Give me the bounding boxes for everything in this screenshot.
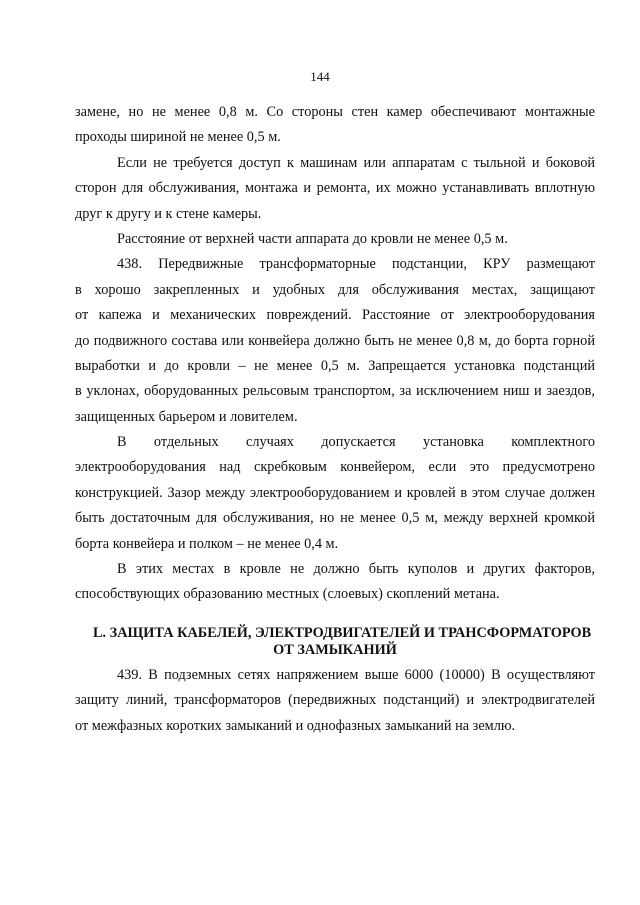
text-line: защищенных барьером и ловителем. xyxy=(75,408,298,425)
text-line: до подвижного состава или конвейера должно быть не менее 0,8 м, до борта горной xyxy=(75,332,595,349)
text-line: проходы шириной не менее 0,5 м. xyxy=(75,129,281,146)
text-line: быть достаточным для обслуживания, но не менее 0,5 м, между верхней кромкой xyxy=(75,510,595,527)
text-line: в хорошо закрепленных и удобных для обслуживания местах, защищают xyxy=(75,281,595,298)
text-line: в уклонах, оборудованных рельсовым транспортом, за исключением ниш и заездов, xyxy=(75,383,595,400)
section-heading xyxy=(75,625,595,659)
text-line: от межфазных коротких замыканий и однофазных замыканий на землю. xyxy=(75,717,516,734)
text-line: конструкцией. Зазор между электрооборудованием и кровлей в этом случае должен xyxy=(75,484,595,501)
text-line: 439. В подземных сетях напряжением выше 6000 (10000) В осуществляют xyxy=(117,667,595,683)
text-line: Если не требуется доступ к машинам или аппаратам с тыльной и боковой xyxy=(117,154,595,171)
text-line: друг к другу и к стене камеры. xyxy=(75,205,262,222)
section-heading-line-1: L. ЗАЩИТА КАБЕЛЕЙ, ЭЛЕКТРОДВИГАТЕЛЕЙ И ТРАНСФОРМАТОРОВ xyxy=(93,625,592,641)
text-line: защиту линий, трансформаторов (передвижных подстанций) и электродвигателей xyxy=(75,692,595,709)
text-line: Расстояние от верхней части аппарата до кровли не менее 0,5 м. xyxy=(117,230,508,247)
text-line: 438. Передвижные трансформаторные подстанции, КРУ размещают xyxy=(117,256,595,273)
text-block-1 xyxy=(75,100,595,608)
text-line: выработки и до кровли – не менее 0,5 м. Запрещается установка подстанций xyxy=(75,357,595,374)
text-line: В этих местах в кровле не должно быть куполов и других факторов, xyxy=(117,561,595,578)
text-line: сторон для обслуживания, монтажа и ремонта, их можно устанавливать вплотную xyxy=(75,180,595,197)
text-line: В отдельных случаях допускается установка комплектного xyxy=(117,434,595,451)
text-line: способствующих образованию местных (слоевых) скоплений метана. xyxy=(75,586,500,603)
section-heading-line-2: ОТ ЗАМЫКАНИЙ xyxy=(273,642,397,658)
text-line: замене, но не менее 0,8 м. Со стороны стен камер обеспечивают монтажные xyxy=(75,104,595,120)
text-line: борта конвейера и полком – не менее 0,4 м. xyxy=(75,535,339,552)
text-block-2 xyxy=(75,663,595,739)
text-line: электрооборудования над скребковым конвейером, если это предусмотрено xyxy=(75,459,595,476)
page-number: 144 xyxy=(310,69,330,84)
text-line: от капежа и механических повреждений. Расстояние от электрооборудования xyxy=(75,307,595,324)
